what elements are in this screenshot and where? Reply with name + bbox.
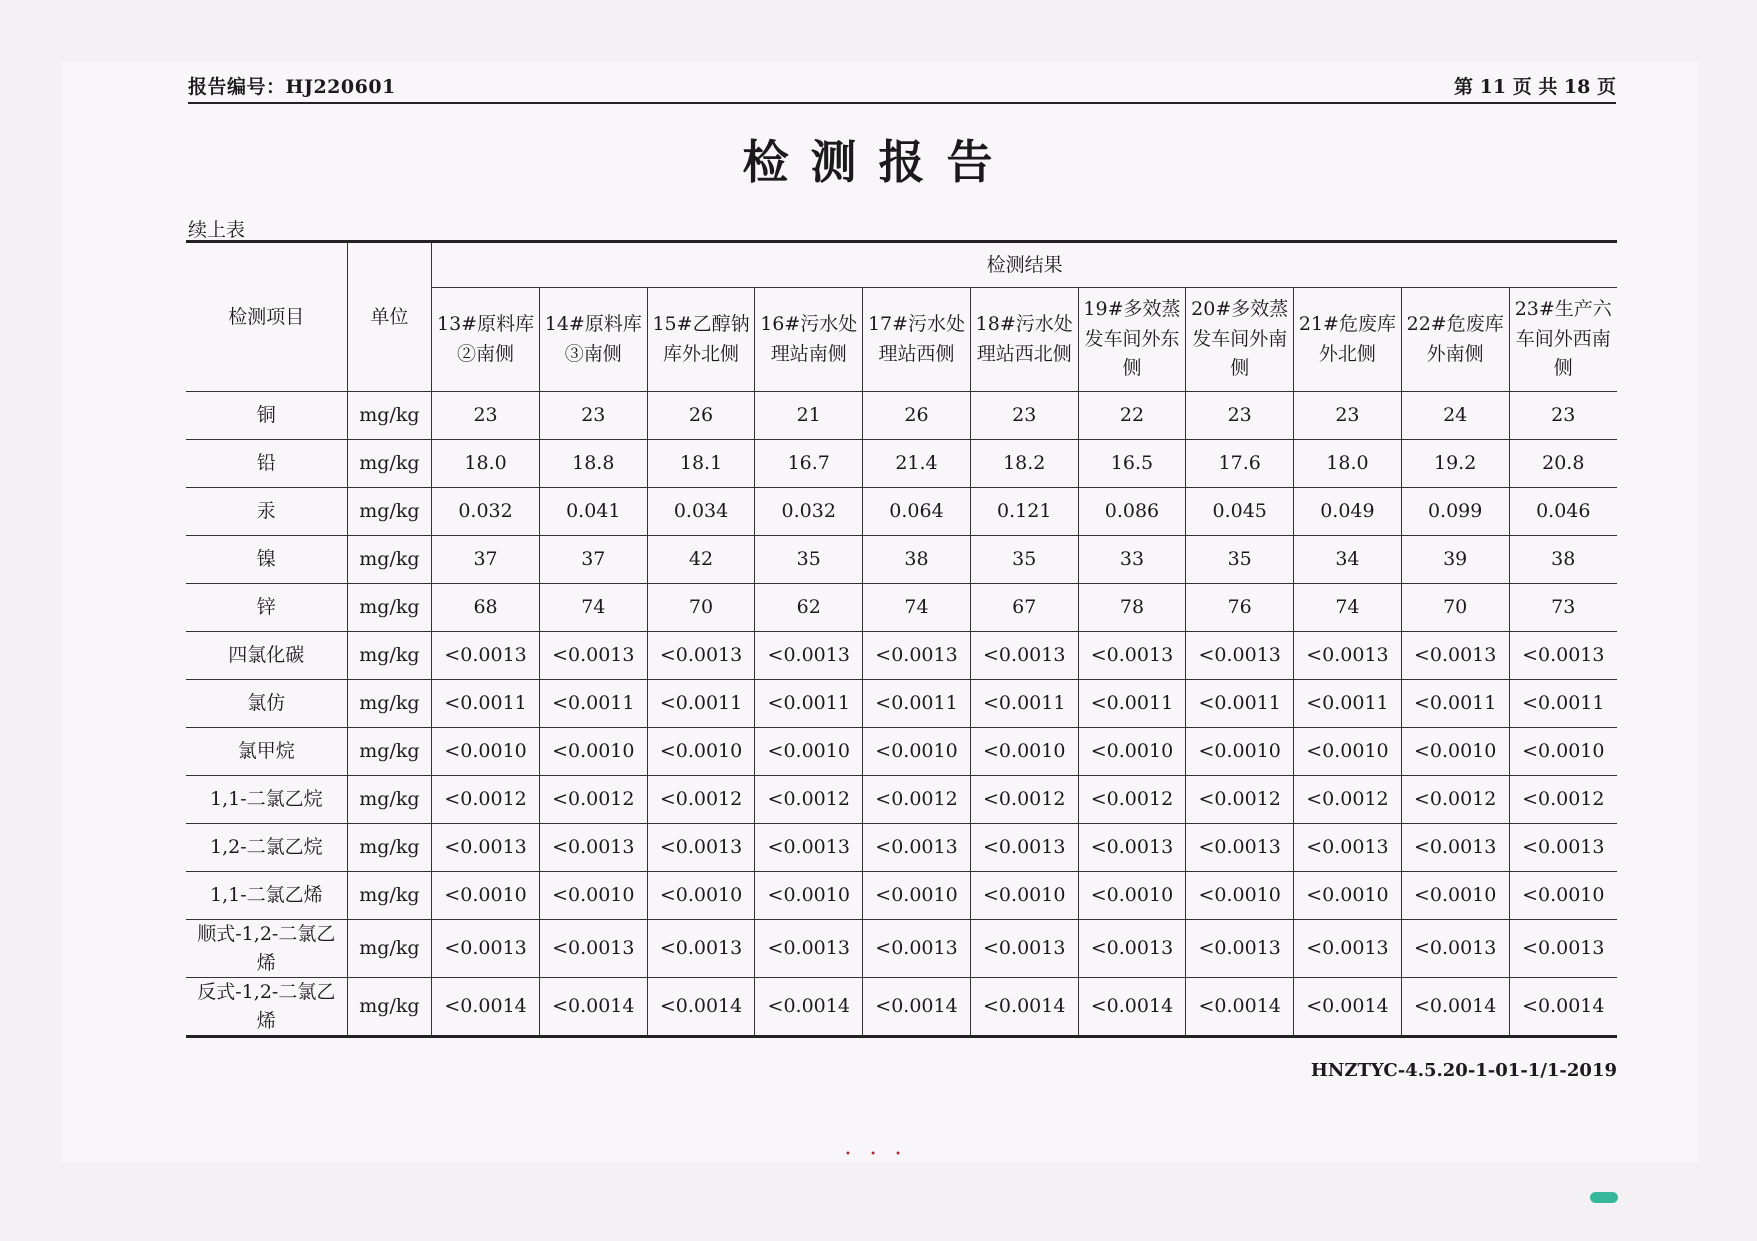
value-cell: 39 <box>1401 536 1509 584</box>
value-cell: 38 <box>863 536 971 584</box>
value-cell: <0.0013 <box>1186 632 1294 680</box>
item-name: 反式-1,2-二氯乙烯 <box>186 978 347 1037</box>
value-cell: 62 <box>755 584 863 632</box>
value-cell: <0.0010 <box>1186 728 1294 776</box>
unit-cell: mg/kg <box>347 680 432 728</box>
scan-marks: • • • <box>845 1149 910 1160</box>
value-cell: 67 <box>970 584 1078 632</box>
value-cell: <0.0014 <box>1401 978 1509 1037</box>
value-cell: <0.0013 <box>432 824 540 872</box>
value-cell: <0.0011 <box>1078 680 1186 728</box>
value-cell: 18.0 <box>1294 440 1402 488</box>
unit-cell: mg/kg <box>347 440 432 488</box>
location-header: 18#污水处理站西北侧 <box>970 288 1078 392</box>
value-cell: <0.0010 <box>755 728 863 776</box>
value-cell: <0.0014 <box>432 978 540 1037</box>
item-name: 1,1-二氯乙烷 <box>186 776 347 824</box>
location-header: 21#危废库外北侧 <box>1294 288 1402 392</box>
value-cell: 35 <box>1186 536 1294 584</box>
unit-cell: mg/kg <box>347 488 432 536</box>
unit-cell: mg/kg <box>347 978 432 1037</box>
value-cell: 35 <box>755 536 863 584</box>
value-cell: 37 <box>539 536 647 584</box>
value-cell: 21.4 <box>863 440 971 488</box>
unit-cell: mg/kg <box>347 872 432 920</box>
value-cell: 23 <box>432 392 540 440</box>
value-cell: <0.0010 <box>432 872 540 920</box>
value-cell: 18.8 <box>539 440 647 488</box>
table-row <box>186 680 1617 728</box>
value-cell: <0.0014 <box>647 978 755 1037</box>
value-cell: <0.0014 <box>755 978 863 1037</box>
item-name: 四氯化碳 <box>186 632 347 680</box>
value-cell: 22 <box>1078 392 1186 440</box>
value-cell: 0.045 <box>1186 488 1294 536</box>
value-cell: <0.0013 <box>1078 824 1186 872</box>
value-cell: <0.0013 <box>432 632 540 680</box>
continued-label: 续上表 <box>188 219 246 241</box>
value-cell: 78 <box>1078 584 1186 632</box>
value-cell: <0.0010 <box>1294 872 1402 920</box>
value-cell: <0.0010 <box>1186 872 1294 920</box>
item-name: 汞 <box>186 488 347 536</box>
value-cell: <0.0010 <box>539 728 647 776</box>
value-cell: <0.0011 <box>647 680 755 728</box>
value-cell: <0.0012 <box>647 776 755 824</box>
value-cell: <0.0013 <box>1401 632 1509 680</box>
value-cell: <0.0010 <box>863 872 971 920</box>
value-cell: <0.0012 <box>1294 776 1402 824</box>
value-cell: <0.0013 <box>1401 824 1509 872</box>
location-header: 14#原料库③南侧 <box>539 288 647 392</box>
value-cell: <0.0013 <box>1509 824 1617 872</box>
value-cell: <0.0013 <box>863 920 971 978</box>
value-cell: <0.0013 <box>755 632 863 680</box>
value-cell: <0.0011 <box>1294 680 1402 728</box>
header-divider <box>188 102 1616 104</box>
unit-cell: mg/kg <box>347 728 432 776</box>
value-cell: <0.0012 <box>1186 776 1294 824</box>
table-row <box>186 488 1617 536</box>
value-cell: 18.0 <box>432 440 540 488</box>
value-cell: <0.0010 <box>1509 872 1617 920</box>
value-cell: <0.0012 <box>1401 776 1509 824</box>
value-cell: <0.0012 <box>970 776 1078 824</box>
value-cell: 70 <box>1401 584 1509 632</box>
value-cell: <0.0010 <box>1078 872 1186 920</box>
value-cell: <0.0010 <box>1294 728 1402 776</box>
value-cell: <0.0011 <box>432 680 540 728</box>
value-cell: <0.0013 <box>755 824 863 872</box>
item-name: 1,2-二氯乙烷 <box>186 824 347 872</box>
value-cell: 26 <box>863 392 971 440</box>
value-cell: <0.0011 <box>863 680 971 728</box>
location-header: 20#多效蒸发车间外南侧 <box>1186 288 1294 392</box>
value-cell: 23 <box>1294 392 1402 440</box>
item-name: 氯甲烷 <box>186 728 347 776</box>
value-cell: 33 <box>1078 536 1186 584</box>
table-row <box>186 824 1617 872</box>
value-cell: 70 <box>647 584 755 632</box>
value-cell: <0.0012 <box>863 776 971 824</box>
item-name: 氯仿 <box>186 680 347 728</box>
value-cell: <0.0013 <box>1078 632 1186 680</box>
value-cell: <0.0011 <box>970 680 1078 728</box>
value-cell: <0.0013 <box>1401 920 1509 978</box>
value-cell: <0.0010 <box>647 728 755 776</box>
value-cell: <0.0014 <box>539 978 647 1037</box>
table-row <box>186 920 1617 978</box>
location-header: 17#污水处理站西侧 <box>863 288 971 392</box>
value-cell: 35 <box>970 536 1078 584</box>
value-cell: <0.0014 <box>1509 978 1617 1037</box>
value-cell: 76 <box>1186 584 1294 632</box>
value-cell: 0.041 <box>539 488 647 536</box>
value-cell: <0.0012 <box>539 776 647 824</box>
results-table-body <box>186 242 1617 1037</box>
value-cell: <0.0010 <box>970 872 1078 920</box>
value-cell: <0.0014 <box>863 978 971 1037</box>
scanner-mark <box>1590 1192 1618 1203</box>
value-cell: <0.0013 <box>539 920 647 978</box>
value-cell: <0.0013 <box>647 632 755 680</box>
value-cell: 24 <box>1401 392 1509 440</box>
unit-cell: mg/kg <box>347 392 432 440</box>
value-cell: <0.0014 <box>970 978 1078 1037</box>
value-cell: <0.0010 <box>1401 728 1509 776</box>
value-cell: 23 <box>1509 392 1617 440</box>
value-cell: 0.049 <box>1294 488 1402 536</box>
table-row <box>186 728 1617 776</box>
value-cell: 68 <box>432 584 540 632</box>
value-cell: <0.0013 <box>1509 632 1617 680</box>
value-cell: <0.0010 <box>755 872 863 920</box>
value-cell: 38 <box>1509 536 1617 584</box>
item-name: 顺式-1,2-二氯乙烯 <box>186 920 347 978</box>
value-cell: 23 <box>970 392 1078 440</box>
value-cell: <0.0013 <box>1186 824 1294 872</box>
unit-cell: mg/kg <box>347 632 432 680</box>
table-header-row <box>186 242 1617 288</box>
value-cell: 74 <box>1294 584 1402 632</box>
value-cell: <0.0011 <box>755 680 863 728</box>
location-header: 13#原料库②南侧 <box>432 288 540 392</box>
value-cell: 0.032 <box>432 488 540 536</box>
value-cell: <0.0013 <box>647 920 755 978</box>
value-cell: <0.0010 <box>1401 872 1509 920</box>
value-cell: <0.0013 <box>863 632 971 680</box>
value-cell: <0.0014 <box>1186 978 1294 1037</box>
page-header <box>188 72 1616 102</box>
value-cell: <0.0010 <box>432 728 540 776</box>
table-row <box>186 536 1617 584</box>
item-name: 锌 <box>186 584 347 632</box>
value-cell: 16.5 <box>1078 440 1186 488</box>
value-cell: <0.0010 <box>863 728 971 776</box>
value-cell: <0.0013 <box>647 824 755 872</box>
value-cell: <0.0013 <box>970 632 1078 680</box>
value-cell: <0.0014 <box>1078 978 1186 1037</box>
value-cell: <0.0010 <box>647 872 755 920</box>
value-cell: <0.0012 <box>1509 776 1617 824</box>
unit-cell: mg/kg <box>347 776 432 824</box>
table-row <box>186 632 1617 680</box>
page-number: 第 11 页 共 18 页 <box>1454 76 1616 98</box>
value-cell: 37 <box>432 536 540 584</box>
results-header: 检测结果 <box>432 242 1617 288</box>
location-header: 16#污水处理站南侧 <box>755 288 863 392</box>
unit-cell: mg/kg <box>347 584 432 632</box>
table-row <box>186 978 1617 1037</box>
value-cell: 74 <box>539 584 647 632</box>
value-cell: 0.099 <box>1401 488 1509 536</box>
value-cell: 26 <box>647 392 755 440</box>
value-cell: <0.0010 <box>1509 728 1617 776</box>
value-cell: 16.7 <box>755 440 863 488</box>
value-cell: 17.6 <box>1186 440 1294 488</box>
location-header: 19#多效蒸发车间外东侧 <box>1078 288 1186 392</box>
value-cell: 0.064 <box>863 488 971 536</box>
form-code: HNZTYC-4.5.20-1-01-1/1-2019 <box>1310 1060 1617 1081</box>
unit-cell: mg/kg <box>347 824 432 872</box>
item-name: 1,1-二氯乙烯 <box>186 872 347 920</box>
report-number: 报告编号：HJ220601 <box>188 76 396 98</box>
table-row <box>186 584 1617 632</box>
value-cell: <0.0013 <box>1509 920 1617 978</box>
value-cell: <0.0012 <box>1078 776 1186 824</box>
value-cell: <0.0012 <box>432 776 540 824</box>
value-cell: 0.121 <box>970 488 1078 536</box>
value-cell: 0.086 <box>1078 488 1186 536</box>
value-cell: 18.2 <box>970 440 1078 488</box>
value-cell: 42 <box>647 536 755 584</box>
unit-header: 单位 <box>347 242 432 392</box>
table-row <box>186 392 1617 440</box>
value-cell: <0.0011 <box>1509 680 1617 728</box>
value-cell: 19.2 <box>1401 440 1509 488</box>
table-row <box>186 776 1617 824</box>
value-cell: <0.0012 <box>755 776 863 824</box>
value-cell: 0.046 <box>1509 488 1617 536</box>
table-row <box>186 872 1617 920</box>
value-cell: <0.0013 <box>1294 824 1402 872</box>
item-name: 镍 <box>186 536 347 584</box>
value-cell: <0.0013 <box>1078 920 1186 978</box>
value-cell: 23 <box>1186 392 1294 440</box>
value-cell: 74 <box>863 584 971 632</box>
value-cell: <0.0013 <box>863 824 971 872</box>
item-name: 铜 <box>186 392 347 440</box>
value-cell: <0.0011 <box>1186 680 1294 728</box>
value-cell: 73 <box>1509 584 1617 632</box>
value-cell: <0.0013 <box>539 632 647 680</box>
value-cell: <0.0010 <box>539 872 647 920</box>
value-cell: <0.0013 <box>432 920 540 978</box>
location-header: 15#乙醇钠库外北侧 <box>647 288 755 392</box>
table-row <box>186 440 1617 488</box>
value-cell: <0.0010 <box>1078 728 1186 776</box>
value-cell: <0.0013 <box>1294 632 1402 680</box>
unit-cell: mg/kg <box>347 920 432 978</box>
value-cell: 21 <box>755 392 863 440</box>
value-cell: <0.0013 <box>539 824 647 872</box>
value-cell: 18.1 <box>647 440 755 488</box>
item-header: 检测项目 <box>186 242 347 392</box>
value-cell: <0.0013 <box>970 824 1078 872</box>
value-cell: <0.0013 <box>1186 920 1294 978</box>
value-cell: <0.0010 <box>970 728 1078 776</box>
unit-cell: mg/kg <box>347 536 432 584</box>
value-cell: 0.034 <box>647 488 755 536</box>
item-name: 铅 <box>186 440 347 488</box>
value-cell: <0.0013 <box>970 920 1078 978</box>
location-header: 22#危废库外南侧 <box>1401 288 1509 392</box>
location-header: 23#生产六车间外西南侧 <box>1509 288 1617 392</box>
value-cell: 0.032 <box>755 488 863 536</box>
value-cell: <0.0013 <box>755 920 863 978</box>
value-cell: 34 <box>1294 536 1402 584</box>
value-cell: <0.0011 <box>539 680 647 728</box>
results-table <box>186 240 1617 1038</box>
value-cell: <0.0011 <box>1401 680 1509 728</box>
value-cell: 20.8 <box>1509 440 1617 488</box>
page-title: 检测报告 <box>742 135 1015 189</box>
value-cell: 23 <box>539 392 647 440</box>
value-cell: <0.0014 <box>1294 978 1402 1037</box>
value-cell: <0.0013 <box>1294 920 1402 978</box>
